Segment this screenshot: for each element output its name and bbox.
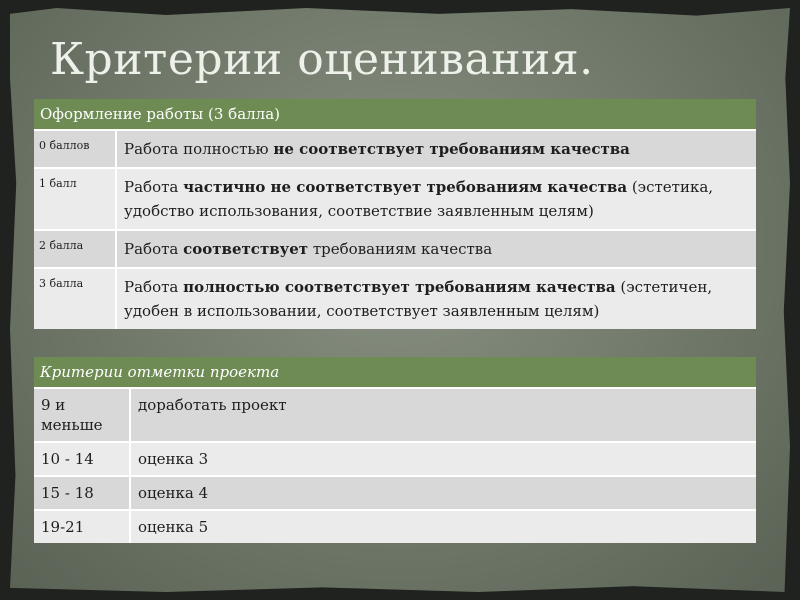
grade-value: доработать проект bbox=[130, 388, 756, 442]
score-description: Работа полностью соответствует требованиям качества (эстетичен, удобен в использовании, соответствует заявленным целям) bbox=[116, 268, 756, 329]
score-label: 3 балла bbox=[34, 268, 116, 329]
table-row bbox=[34, 388, 756, 442]
table-row bbox=[34, 442, 756, 476]
score-label: 0 баллов bbox=[34, 130, 116, 168]
points-range: 9 и меньше bbox=[34, 388, 130, 442]
table-row bbox=[34, 510, 756, 543]
table-header-row bbox=[34, 357, 756, 388]
project-grade-table bbox=[34, 357, 756, 543]
table-row bbox=[34, 476, 756, 510]
score-description: Работа соответствует требованиям качества bbox=[116, 230, 756, 268]
table-row bbox=[34, 268, 756, 329]
table-header-row bbox=[34, 99, 756, 130]
design-criteria-table bbox=[34, 99, 756, 329]
score-label: 1 балл bbox=[34, 168, 116, 230]
points-range: 19-21 bbox=[34, 510, 130, 543]
points-range: 10 - 14 bbox=[34, 442, 130, 476]
project-grade-header: Критерии отметки проекта bbox=[34, 357, 756, 388]
score-label: 2 балла bbox=[34, 230, 116, 268]
table-row bbox=[34, 168, 756, 230]
grade-value: оценка 3 bbox=[130, 442, 756, 476]
score-description: Работа полностью не соответствует требованиям качества bbox=[116, 130, 756, 168]
grade-value: оценка 4 bbox=[130, 476, 756, 510]
table-row bbox=[34, 130, 756, 168]
grade-value: оценка 5 bbox=[130, 510, 756, 543]
slide-title: Критерии оценивания. bbox=[50, 34, 594, 85]
table-row bbox=[34, 230, 756, 268]
points-range: 15 - 18 bbox=[34, 476, 130, 510]
design-criteria-header: Оформление работы (3 балла) bbox=[34, 99, 756, 130]
score-description: Работа частично не соответствует требованиям качества (эстетика, удобство использования, соответствие заявленным целям) bbox=[116, 168, 756, 230]
